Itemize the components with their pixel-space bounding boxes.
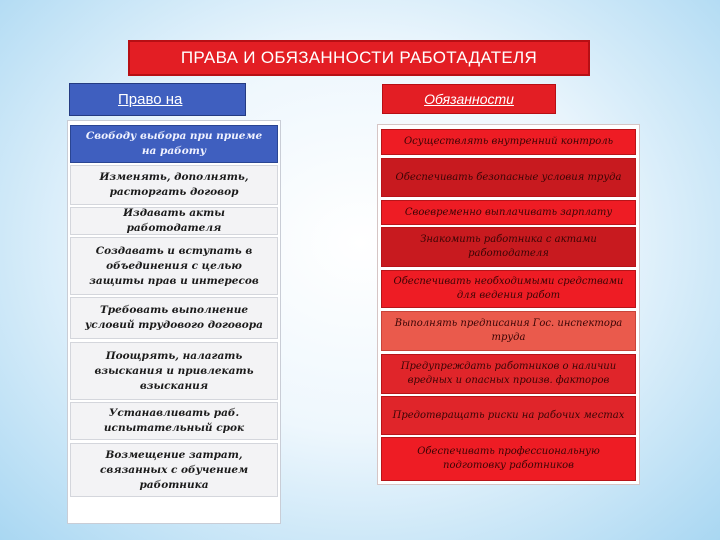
duties-item: Своевременно выплачивать зарплату xyxy=(381,200,636,225)
rights-item: Издавать акты работодателя xyxy=(70,207,278,235)
rights-item: Требовать выполнение условий трудового договора xyxy=(70,297,278,339)
rights-list xyxy=(67,120,281,524)
duties-item: Предотвращать риски на рабочих местах xyxy=(381,396,636,435)
duties-item: Осуществлять внутренний контроль xyxy=(381,129,636,155)
rights-item: Поощрять, налагать взыскания и привлекать взыскания xyxy=(70,342,278,400)
duties-header: Обязанности xyxy=(382,84,556,114)
duties-item: Обеспечивать безопасные условия труда xyxy=(381,158,636,197)
rights-item: Свободу выбора при приеме на работу xyxy=(70,125,278,163)
rights-header: Право на xyxy=(69,83,246,116)
rights-item: Возмещение затрат, связанных с обучением работника xyxy=(70,443,278,497)
duties-item: Предупреждать работников о наличии вредных и опасных произв. факторов xyxy=(381,354,636,394)
duties-item: Обеспечивать необходимыми средствами для ведения работ xyxy=(381,270,636,308)
duties-item: Выполнять предписания Гос. инспектора труда xyxy=(381,311,636,351)
rights-item: Создавать и вступать в объединения с целью защиты прав и интересов xyxy=(70,237,278,295)
duties-list xyxy=(377,124,640,485)
rights-item: Изменять, дополнять, расторгать договор xyxy=(70,165,278,205)
duties-item: Знакомить работника с актами работодателя xyxy=(381,227,636,267)
page-title: ПРАВА И ОБЯЗАННОСТИ РАБОТАДАТЕЛЯ xyxy=(128,40,590,76)
duties-item: Обеспечивать профессиональную подготовку работников xyxy=(381,437,636,481)
rights-item: Устанавливать раб. испытательный срок xyxy=(70,402,278,440)
